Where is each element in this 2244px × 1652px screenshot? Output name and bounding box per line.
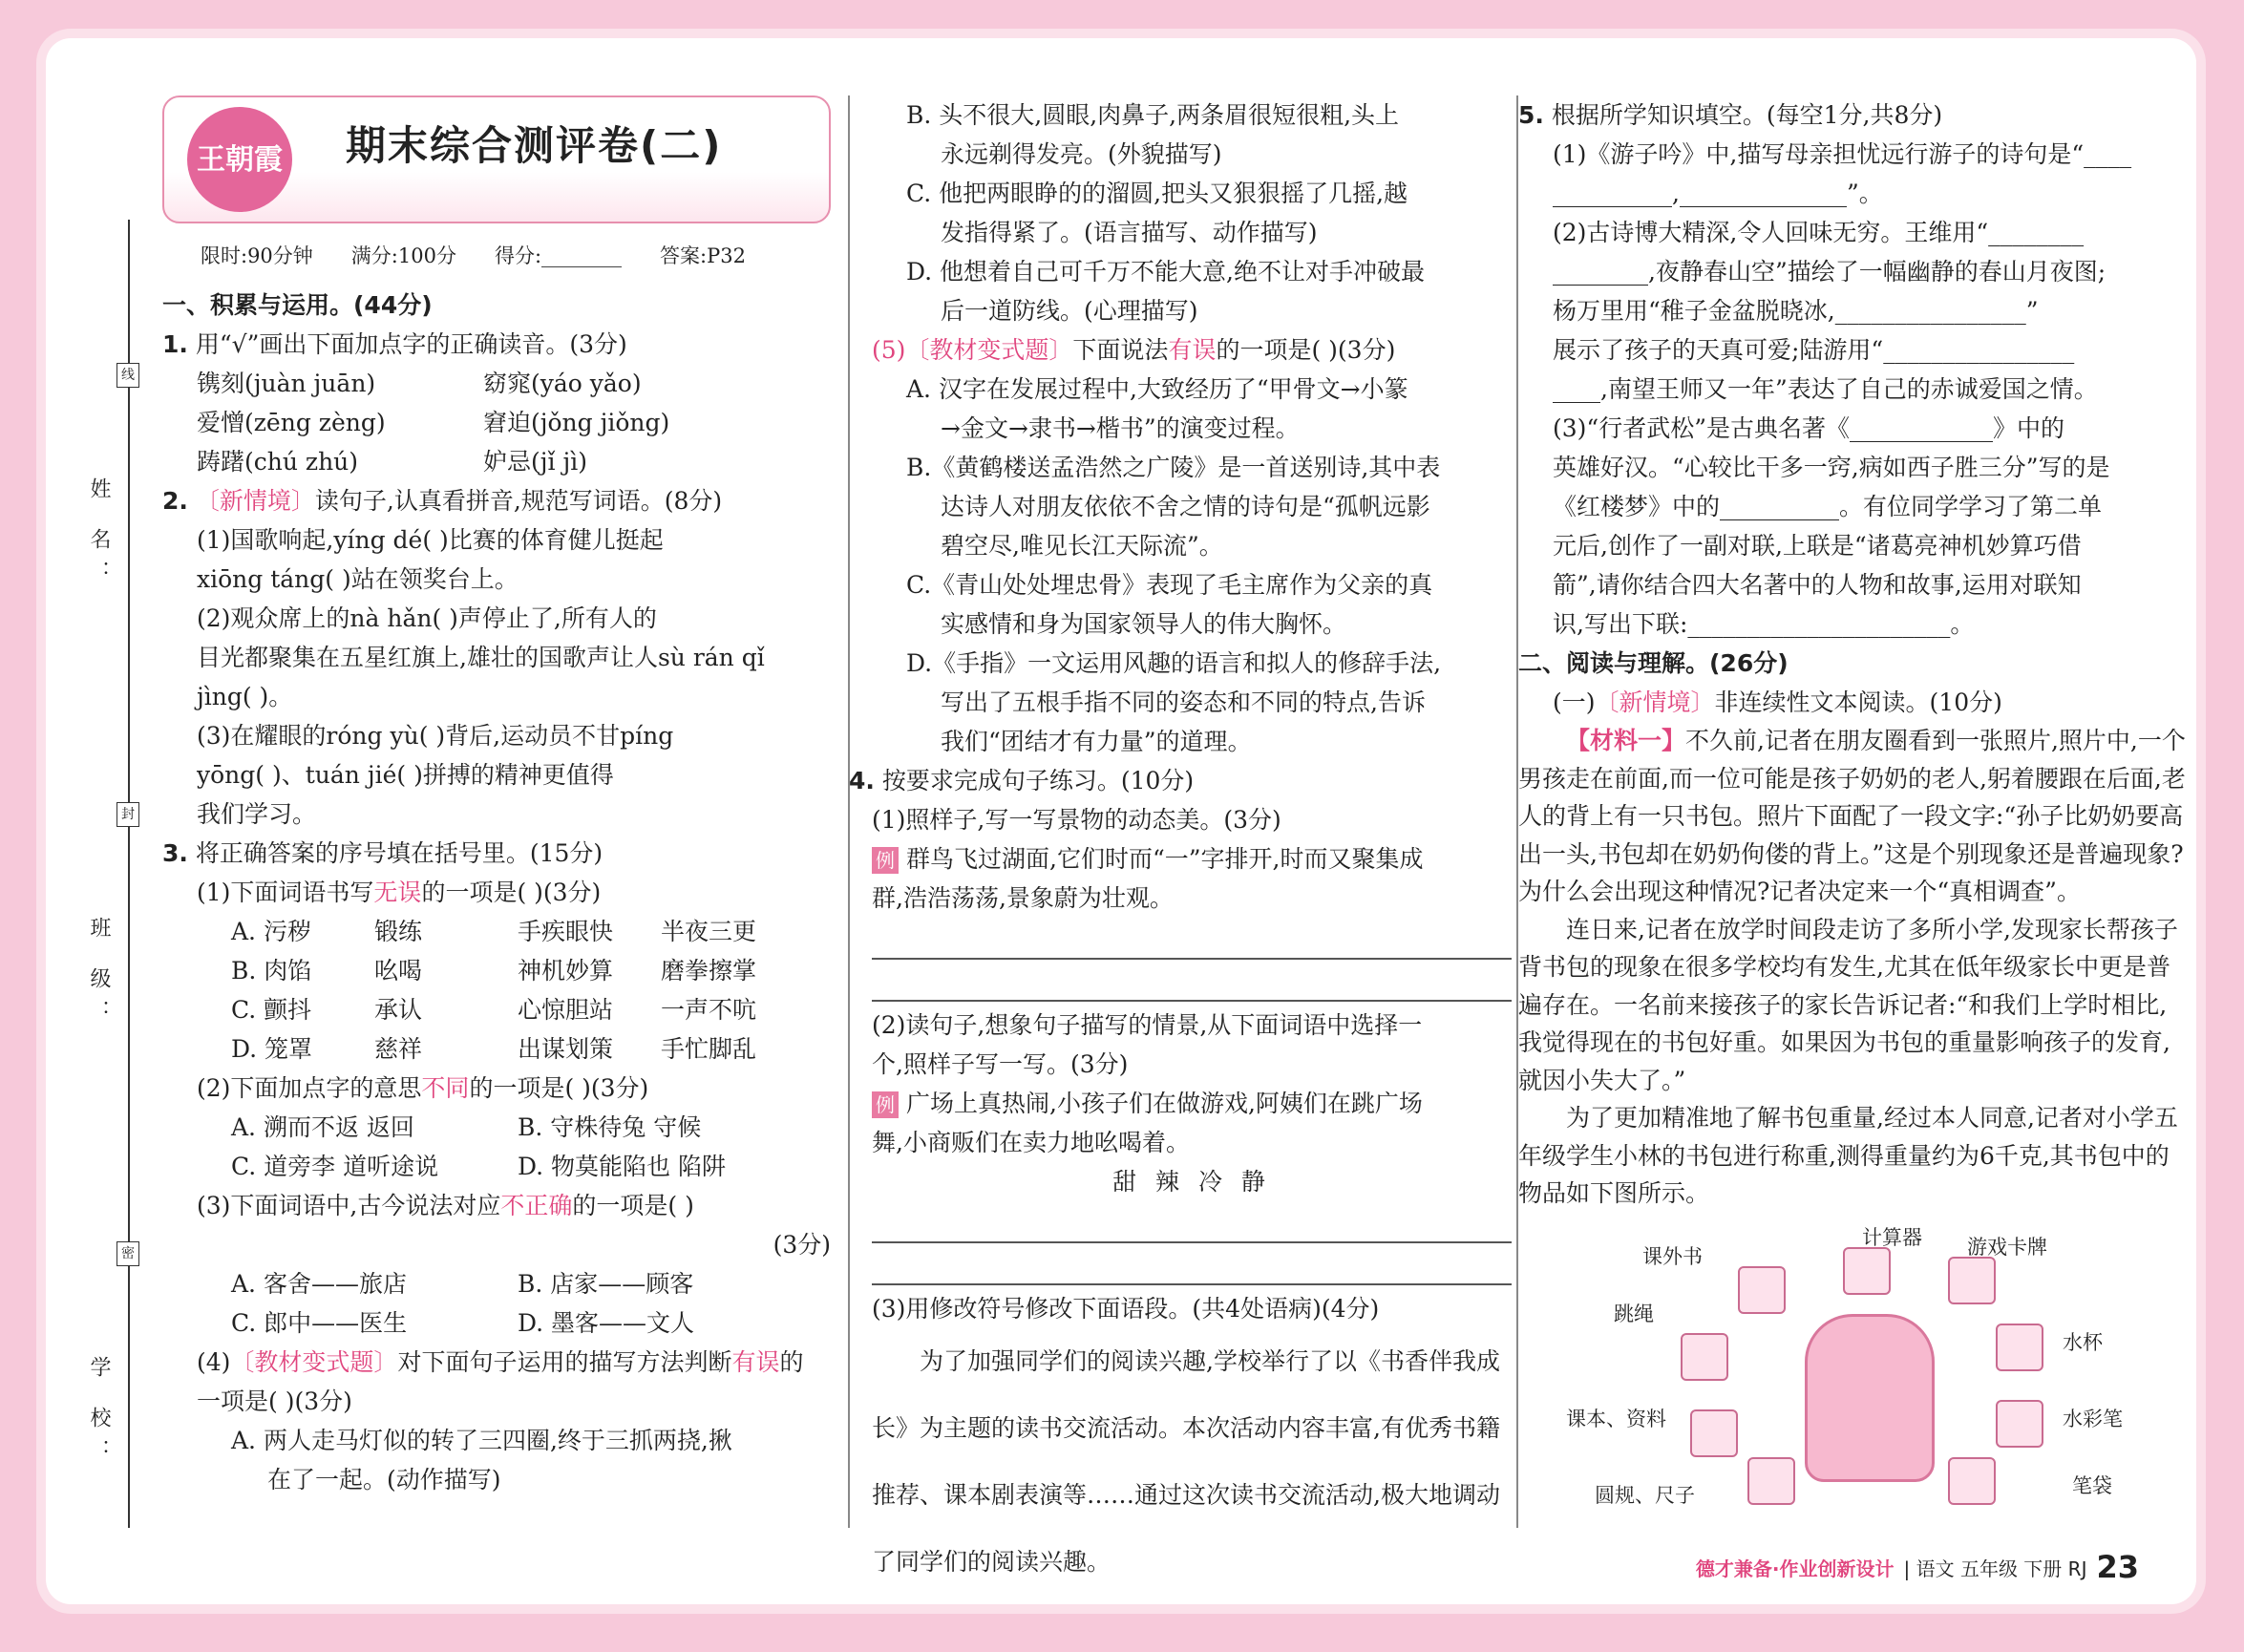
section-heading: 一、积累与运用。(44分): [162, 291, 433, 319]
column-2: [849, 95, 1512, 1596]
word-choices: 甜 辣 冷 静: [1112, 1168, 1271, 1196]
question-tag: 〔教材变式题〕: [230, 1348, 398, 1376]
q4-1: (1)照样子,写一写景物的动态美。(3分): [872, 806, 1281, 834]
option: 神机妙算: [518, 957, 614, 985]
page-footer: [1696, 1549, 2139, 1585]
fill-line: 元后,创作了一副对联,上联是“诸葛亮神机妙算巧借: [1553, 532, 2082, 560]
question-text: 根据所学知识填空。(每空1分,共8分): [1551, 101, 1943, 129]
diagram-label: 课外书: [1642, 1244, 1703, 1268]
option: 磨拳擦掌: [661, 957, 757, 985]
full-score: 满分:100分: [350, 244, 456, 267]
option: A. 溯而不返 返回: [231, 1113, 414, 1141]
material-label: 【材料一】: [1566, 727, 1686, 754]
reading-heading: [1518, 683, 2187, 722]
question-number: 4.: [849, 767, 875, 794]
diagram-label: 游戏卡牌: [1967, 1235, 2047, 1259]
binding-tag: 密: [116, 1241, 139, 1266]
option-line: 达诗人对朋友依依不舍之情的诗句是“孤帆远影: [941, 493, 1430, 520]
option: D. 墨客——文人: [518, 1309, 695, 1337]
time-limit: 限时:90分钟: [201, 244, 313, 267]
exam-page: [46, 38, 2196, 1604]
highlight: 有误: [731, 1348, 780, 1376]
diagram-label: 笔袋: [2072, 1473, 2112, 1497]
option: A. 客舍——旅店: [231, 1270, 407, 1298]
question-number: 5.: [1518, 101, 1544, 129]
option-line: 我们“团结才有力量”的道理。: [941, 728, 1252, 755]
q2-line[interactable]: 目光都聚集在五星红旗上,雄壮的国歌声让人sù rán qǐ: [197, 644, 765, 671]
reading-num: (一): [1553, 688, 1596, 716]
diagram-label: 课本、资料: [1566, 1407, 1666, 1430]
brand-logo: 王朝霞: [187, 107, 292, 212]
highlight: 无误: [373, 879, 422, 906]
q3-3-score: (3分): [773, 1231, 831, 1259]
q-text: 的一项是( )(3分): [469, 1074, 649, 1102]
q3-5[interactable]: [872, 330, 1512, 370]
book-icon: [1738, 1266, 1786, 1314]
q-text: (1)下面词语书写: [197, 879, 374, 906]
question-number: 3.: [162, 839, 188, 867]
option-line[interactable]: B. 头不很大,圆眼,肉鼻子,两条眉很短很粗,头上: [906, 101, 1400, 129]
answer-line[interactable]: [872, 1205, 1512, 1243]
fill-line[interactable]: (3)“行者武松”是古典名著《____________》中的: [1553, 414, 2064, 442]
edit-paragraph[interactable]: 为了加强同学们的阅读兴趣,学校举行了以《书香伴我成长》为主题的读书交流活动。本次活动内容丰富,有优秀书籍推荐、课本剧表演等……通过这次读书交流活动,极大地调动了同学们的阅读兴趣。: [872, 1347, 1500, 1576]
diagram-label: 跳绳: [1614, 1302, 1654, 1325]
question-tag: 〔新情境〕: [1595, 688, 1715, 716]
fill-line[interactable]: __________,______________”。: [1553, 180, 1883, 207]
fill-line[interactable]: (2)古诗博大精深,令人回味无穷。王维用“________: [1553, 219, 2085, 246]
option-line: →金文→隶书→楷书”的演变过程。: [941, 414, 1300, 442]
option-line: 后一道防线。(心理描写): [941, 297, 1198, 325]
pinyin-option[interactable]: 窈窕(yáo yǎo): [483, 370, 642, 397]
option-line[interactable]: A. 两人走马灯似的转了三四圈,终于三抓两挠,揪: [231, 1427, 732, 1454]
option: 半夜三更: [661, 918, 757, 945]
fill-line: 箭”,请你结合四大名著中的人物和故事,运用对联知: [1553, 571, 2082, 599]
highlight: 不同: [421, 1074, 470, 1102]
school-field[interactable]: [84, 1356, 114, 1472]
highlight: 不正确: [500, 1192, 573, 1219]
q-text: (2)下面加点字的意思: [197, 1074, 422, 1102]
q2-line[interactable]: yōng( )、tuán jié( )拼搏的精神更值得: [197, 761, 614, 789]
option-line: 在了一起。(动作描写): [267, 1466, 501, 1493]
option: 一声不吭: [661, 996, 757, 1024]
question-tag: 〔新情境〕: [195, 487, 315, 515]
question-text: 用“√”画出下面加点字的正确读音。(3分): [195, 330, 627, 358]
q-text: 对下面句子运用的描写方法判断: [397, 1348, 732, 1376]
q-text: (3)下面词语中,古今说法对应: [197, 1192, 501, 1219]
question-text: 按要求完成句子练习。(10分): [881, 767, 1195, 794]
material-1: [1518, 722, 2187, 911]
fill-line[interactable]: 杨万里用“稚子金盆脱晓冰,________________”: [1553, 297, 2039, 325]
pinyin-option[interactable]: 爱憎(zēng zèng): [197, 409, 386, 436]
pinyin-option[interactable]: 妒忌(jǐ jì): [483, 448, 587, 476]
option-row[interactable]: [162, 1303, 831, 1343]
binding-tag: 封: [116, 802, 139, 827]
binding-line: [128, 220, 130, 1528]
option-line: 写出了五根手指不同的姿态和不同的特点,告诉: [941, 688, 1426, 716]
question-5: [1518, 95, 2187, 135]
option-line[interactable]: B.《黄鹤楼送孟浩然之广陵》是一首送别诗,其中表: [906, 454, 1441, 481]
exam-header: [162, 95, 831, 223]
material-text: 不久前,记者在朋友圈看到一张照片,照片中,一个男孩走在前面,而一位可能是孩子奶奶的老人,躬着腰跟在后面,老人的背上有一只书包。照片下面配了一段文字:“孙子比奶奶要高出一头,书包却在奶奶佝偻的背上。”这是个别现象还是普遍现象?为什么会出现这种情况?记者决定来一个“真相调查”。: [1518, 727, 2186, 905]
option: 手忙脚乱: [661, 1035, 757, 1063]
footer-info: | 语文 五年级 下册 RJ: [1903, 1557, 2087, 1580]
option: 手疾眼快: [518, 918, 614, 945]
pinyin-row: [162, 442, 831, 481]
diagram-label: 圆规、尺子: [1595, 1483, 1695, 1507]
class-label: 班 级：: [87, 917, 111, 1032]
material-3: 为了更加精准地了解书包重量,经过本人同意,记者对小学五年级学生小林的书包进行称重,测得重量约为6千克,其书包中的物品如下图所示。: [1518, 1104, 2178, 1207]
option-row[interactable]: [162, 990, 831, 1029]
fill-line[interactable]: (1)《游子吟》中,描写母亲担忧远行游子的诗句是“____: [1553, 140, 2132, 168]
binding-margin: [46, 38, 141, 1604]
jump-rope-icon: [1681, 1333, 1728, 1381]
fill-line[interactable]: ________,夜静春山空”描绘了一幅幽静的春山月夜图;: [1553, 258, 2106, 286]
question-1: [162, 325, 831, 364]
backpack-icon: [1805, 1314, 1935, 1482]
highlight: 有误: [1168, 336, 1217, 364]
exam-title: 期末综合测评卷(二): [346, 122, 723, 169]
material-2: 连日来,记者在放学时间段走访了多所小学,发现家长帮孩子背书包的现象在很多学校均有发生,尤其在低年级家长中更是普遍存在。一名前来接孩子的家长告诉记者:“和我们上学时相比,我觉得现在的书包好重。如果因为书包的重量影响孩子的发育,就因小失大了。”: [1518, 915, 2178, 1094]
pencil-case-icon: [1948, 1457, 1996, 1505]
option-line: 永远剃得发亮。(外貌描写): [941, 140, 1222, 168]
markers-icon: [1996, 1400, 2043, 1448]
q-text: 的一项是( ): [572, 1192, 694, 1219]
option: 承认: [374, 996, 423, 1024]
option: 心惊胆站: [518, 996, 614, 1024]
fill-line[interactable]: 《红楼梦》中的__________。有位同学学习了第二单: [1553, 493, 2103, 520]
option-line[interactable]: A. 汉字在发展过程中,大致经历了“甲骨文→小篆: [906, 375, 1408, 403]
exam-meta: [201, 237, 831, 276]
pinyin-option[interactable]: 踌躇(chú zhú): [197, 448, 359, 476]
q-text: 的一项是( )(3分): [1216, 336, 1396, 364]
q4-2-example-cont: 舞,小商贩们在卖力地吆喝着。: [872, 1129, 1190, 1156]
score-field[interactable]: 得分:________: [494, 244, 623, 267]
example-badge: 例: [872, 1091, 899, 1118]
q4-2-example: [872, 1084, 1512, 1123]
q-text: 下面说法: [1072, 336, 1169, 364]
example-badge: 例: [872, 847, 899, 874]
option: C. 郎中——医生: [231, 1309, 408, 1337]
diagram-label: 计算器: [1862, 1225, 1922, 1249]
q2-line[interactable]: jìng( )。: [197, 683, 293, 710]
q4-3: (3)用修改符号修改下面语段。(共4处语病)(4分): [872, 1295, 1380, 1323]
fill-line[interactable]: ____,南望王师又一年”表达了自己的赤诚爱国之情。: [1553, 375, 2098, 403]
question-4: [849, 761, 1512, 800]
diagram-label: 水杯: [2063, 1330, 2103, 1354]
option: A. 污秽: [231, 918, 311, 945]
q3-4-cont[interactable]: 一项是( )(3分): [197, 1387, 352, 1415]
q3-2[interactable]: [162, 1069, 831, 1108]
q4-2-cont: 个,照样子写一写。(3分): [872, 1050, 1129, 1078]
option: C. 颤抖: [231, 996, 312, 1024]
q2-line[interactable]: (3)在耀眼的róng yù( )背后,运动员不甘píng: [197, 722, 674, 750]
option-row[interactable]: [162, 1147, 831, 1186]
school-label: 学 校：: [87, 1356, 111, 1472]
column-divider: [848, 95, 850, 1528]
answer-line[interactable]: [872, 1247, 1512, 1285]
option-line: 碧空尽,唯见长江天际流”。: [941, 532, 1223, 560]
name-field[interactable]: [84, 477, 114, 593]
q2-line: 我们学习。: [197, 800, 317, 828]
question-number: 1.: [162, 330, 188, 358]
q2-line[interactable]: (2)观众席上的nà hǎn( )声停止了,所有人的: [197, 604, 657, 632]
fill-line[interactable]: 展示了孩子的天真可爱;陆游用“________________: [1553, 336, 2075, 364]
pinyin-option[interactable]: 镌刻(juàn juān): [197, 370, 376, 397]
answer-line[interactable]: [872, 964, 1512, 1002]
footer-brand: 德才兼备·作业创新设计: [1695, 1557, 1895, 1580]
example-text: 群鸟飞过湖面,它们时而“一”字排开,时而又聚集成: [906, 845, 1424, 873]
option-row[interactable]: [162, 1029, 831, 1069]
option: 慈祥: [374, 1035, 423, 1063]
option-line[interactable]: C.《青山处处埋忠骨》表现了毛主席作为父亲的真: [906, 571, 1433, 599]
example-text: 广场上真热闹,小孩子们在做游戏,阿姨们在跳广场: [906, 1090, 1423, 1117]
binding-tag: 线: [116, 363, 139, 388]
fill-line: 英雄好汉。“心较比干多一窍,病如西子胜三分”写的是: [1553, 454, 2110, 481]
option: 锻练: [374, 918, 423, 945]
option-line[interactable]: C. 他把两眼睁的的溜圆,把头又狠狠摇了几摇,越: [906, 180, 1408, 207]
reading-title: 非连续性文本阅读。(10分): [1714, 688, 2002, 716]
option: C. 道旁李 道听途说: [231, 1153, 439, 1180]
q4-1-example-cont: 群,浩浩荡荡,景象蔚为壮观。: [872, 884, 1174, 912]
option: 出谋划策: [518, 1035, 614, 1063]
option: D. 物莫能陷也 陷阱: [518, 1153, 726, 1180]
answer-page: 答案:P32: [660, 244, 746, 267]
pinyin-option[interactable]: 窘迫(jǒng jiǒng): [483, 409, 670, 436]
question-text: 读句子,认真看拼音,规范写词语。(8分): [314, 487, 723, 515]
q-text: 的: [779, 1348, 804, 1376]
question-text: 将正确答案的序号填在括号里。(15分): [195, 839, 603, 867]
option-line[interactable]: D.《手指》一文运用风趣的语言和拟人的修辞手法,: [906, 649, 1442, 677]
option: B. 守株待兔 守候: [518, 1113, 702, 1141]
column-3: [1518, 95, 2187, 1505]
section-heading: 二、阅读与理解。(26分): [1518, 649, 1789, 677]
q-text: 的一项是( )(3分): [421, 879, 602, 906]
backpack-diagram: [1518, 1218, 2187, 1505]
fill-line[interactable]: 识,写出下联:______________________。: [1553, 610, 1975, 638]
column-1: [162, 95, 831, 1499]
option-line[interactable]: D. 他想着自己可千万不能大意,绝不让对手冲破最: [906, 258, 1425, 286]
option: 吆喝: [374, 957, 423, 985]
q3-1[interactable]: [162, 873, 831, 912]
option: B. 肉馅: [231, 957, 312, 985]
question-2: [162, 481, 831, 520]
page-number: 23: [2096, 1549, 2139, 1585]
q4-2: (2)读句子,想象句子描写的情景,从下面词语中选择一: [872, 1011, 1423, 1039]
question-tag: (5)〔教材变式题〕: [872, 336, 1073, 364]
question-3: [162, 834, 831, 873]
q2-line[interactable]: xiōng táng( )站在领奖台上。: [197, 565, 519, 593]
question-number: 2.: [162, 487, 188, 515]
diagram-label: 水彩笔: [2063, 1407, 2123, 1430]
water-bottle-icon: [1996, 1324, 2043, 1371]
option-row[interactable]: [162, 951, 831, 990]
option-line: 实感情和身为国家领导人的伟大胸怀。: [941, 610, 1347, 638]
option-line: 发指得紧了。(语言描写、动作描写): [941, 219, 1318, 246]
answer-line[interactable]: [872, 921, 1512, 960]
q3-3[interactable]: [162, 1186, 831, 1225]
pinyin-row: [162, 364, 831, 403]
class-field[interactable]: [84, 917, 114, 1032]
option-row[interactable]: [162, 1108, 831, 1147]
q2-line[interactable]: (1)国歌响起,yíng dé( )比赛的体育健儿挺起: [197, 526, 664, 554]
option-row[interactable]: [162, 912, 831, 951]
textbook-icon: [1690, 1409, 1738, 1457]
option: B. 店家——顾客: [518, 1270, 694, 1298]
q4-1-example: [872, 839, 1512, 879]
pinyin-row: [162, 403, 831, 442]
name-label: 姓 名：: [87, 477, 111, 593]
option: D. 笼罩: [231, 1035, 313, 1063]
option-row[interactable]: [162, 1264, 831, 1303]
q3-4: (4)〔教材变式题〕对下面句子运用的描写方法判断有误的: [197, 1348, 804, 1376]
compass-icon: [1747, 1457, 1795, 1505]
